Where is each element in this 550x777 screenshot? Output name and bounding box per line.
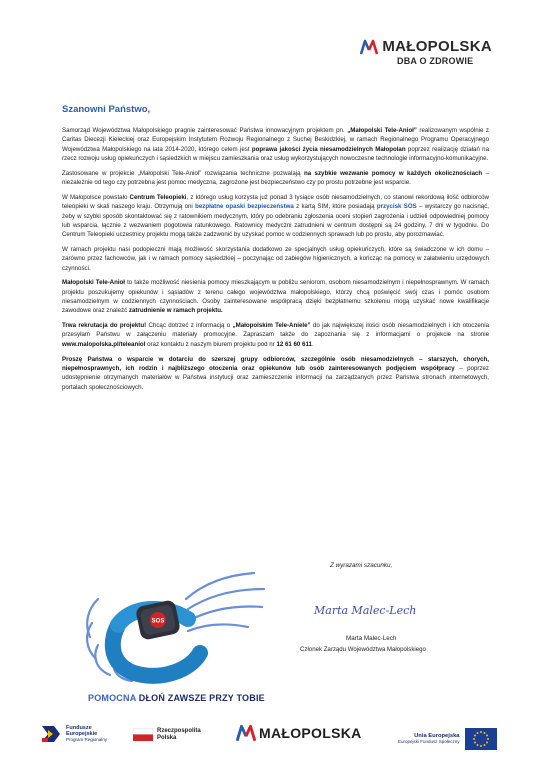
unia-europejska-logo: Unia Europejska Europejski Fundusz Społeczny [398, 728, 497, 750]
paragraph-1: Samorząd Województwa Małopolskiego pragnie zainteresować Państwa innowacyjnym projektem pn. „Małopolski Tele-Anioł” realizowanym wspólnie z Caritas Diecezji Kieleckiej oraz Europejskim Instytutem Rozwoju Regionalnego z Suchej Beskidzkiej, w ramach Regionalnego Programu Operacyjnego Województwa Małopolskiego na lata 2014-2020, którego celem jest poprawa jakości życia niesamodzielnych Małopolan poprzez realizację działań na rzecz rozwoju usług opiekuńczych i sąsiedzkich w miejscu zamieszkania oraz usług wykorzystujących nowoczesne technologie informacyjno-komunikacyjne. [62, 127, 489, 163]
paragraph-6: Trwa rekrutacja do projektu! Chcąc dotrzeć z informacją o „Małopolskim Tele-Aniele” do jak największej ilości osób niesamodzielnych i ich otoczenia przesyłam Państwu w załączeniu materiały promocyjne. Zapraszam także do zapoznania się z informacjami o projekcie na stronie www.malopolska.pl/teleaniol oraz kontaktu z naszym biurem projektu pod nr 12 61 60 611. [62, 322, 489, 348]
signer-name: Marta Malec-Lech [346, 635, 397, 642]
brand-name: MAŁOPOLSKA [382, 38, 492, 55]
wristband [113, 599, 200, 676]
winged-sos-wristband-illustration [78, 565, 278, 690]
malopolska-footer-logo: MAŁOPOLSKA [236, 724, 362, 742]
letter-closing: Z wyrazami szacunku, [330, 562, 393, 569]
project-website-link[interactable]: www.malopolska.pl/teleaniol [62, 340, 146, 348]
project-phone-number: 12 61 60 611 [276, 340, 312, 348]
paragraph-4: W ramach projektu nasi podopieczni mają możliwość skorzystania dodatkowo ze specjalnych usług opiekuńczych, które są świadczone w ich domu – zarówno przez fachowców, jak i w ramach pomocy sąsiedzkiej – poczynając od zabiegów higienicznych, a kończąc na pomocy w załatwieniu urzędowych czynności. [62, 245, 489, 272]
handwritten-signature: Marta Malec-Lech [314, 604, 417, 617]
malopolska-header-logo [360, 38, 492, 66]
eu-funds-star-icon [40, 724, 62, 744]
brand-tagline: DBA O ZDROWIE [397, 56, 474, 66]
letter-body [62, 126, 489, 397]
funding-logos-footer [0, 720, 550, 760]
malopolska-m-icon [236, 724, 256, 742]
paragraph-5: Małopolski Tele-Anioł to także możliwość niesienia pomocy mieszkającym w pobliżu seniorom, osobom niesamodzielnym i niepełnosprawnym. W ramach projektu poszukujemy opiekunów i sąsiadów z terenu całego województwa małopolskiego, którzy chcą poświęcić swój czas i pomóc osobom niesamodzielnym w codziennych czynnościach. Osoby zainteresowane współpracą dzięki bezpłatnemu szkoleniu mogą uzyskać nowe kwalifikacje zawodowe oraz znaleźć zatrudnienie w ramach projektu. [62, 279, 489, 315]
malopolska-m-icon [360, 39, 378, 55]
paragraph-3: W Małopolsce powstało Centrum Teleopieki, z którego usług korzysta już ponad 3 tysiące osób niesamodzielnych, co stanowi rekordową ilość odbiorców teleopieki w skali naszego kraju. Otrzymują oni bezpłatne opaski bezpieczeństwa z kartą SIM, które posiadają przycisk SOS – wystarczy go nacisnąć, żeby w szybki sposób skontaktować się z ratownikiem medycznym, który po odebraniu zgłoszenia oceni stopień zagrożenia i udzieli odpowiedniej pomocy lub wsparcia, łącznie z wezwaniem pogotowia ratunkowego. Ratownicy medyczni zatrudnieni w centrum dostępni są 24 godziny, 7 dni w tygodniu. Do Centrum Teleopieki uczestnicy projektu mogą także zadzwonić by uzyskać pomoc w codziennych sprawach lub po prostu, aby porozmawiać. [62, 193, 489, 239]
eu-flag-icon [465, 728, 497, 750]
fundusze-europejskie-logo: Fundusze Europejskie Program Regionalny [40, 724, 107, 744]
polish-flag-icon [133, 728, 153, 741]
rzeczpospolita-polska-logo: Rzeczpospolita Polska [133, 728, 201, 741]
signer-role: Członek Zarządu Województwa Małopolskiego [300, 646, 426, 653]
svg-text:SOS: SOS [151, 618, 165, 625]
letter-greeting: Szanowni Państwo, [62, 104, 151, 115]
paragraph-2: Zastosowane w projekcie „Małopolski Tele-Anioł” rozwiązania techniczne pozwalają na szybkie wezwanie pomocy w każdych okolicznościach – niezależnie od tego czy potrzebna jest pomoc medyczna, zagrożone jest bezpieczeństwo czy po prostu potrzebne jest wsparcie. [62, 169, 489, 187]
campaign-slogan: POMOCNA DŁOŃ ZAWSZE PRZY TOBIE [88, 693, 265, 703]
paragraph-7: Proszę Państwa o wsparcie w dotarciu do szerszej grupy odbiorców, szczególnie osób niesamodzielnych – starszych, chorych, niepełnosprawnych, ich rodzin i najbliższego otoczenia oraz opiekunów lub osób zainteresowanych podjęciem współpracy – poprzez udostępnienie otrzymanych materiałów w Państwa instytucji oraz zamieszczenie informacji na zarządzanych przez Państwa stronach internetowych, portalach społecznościowych. [62, 355, 489, 391]
